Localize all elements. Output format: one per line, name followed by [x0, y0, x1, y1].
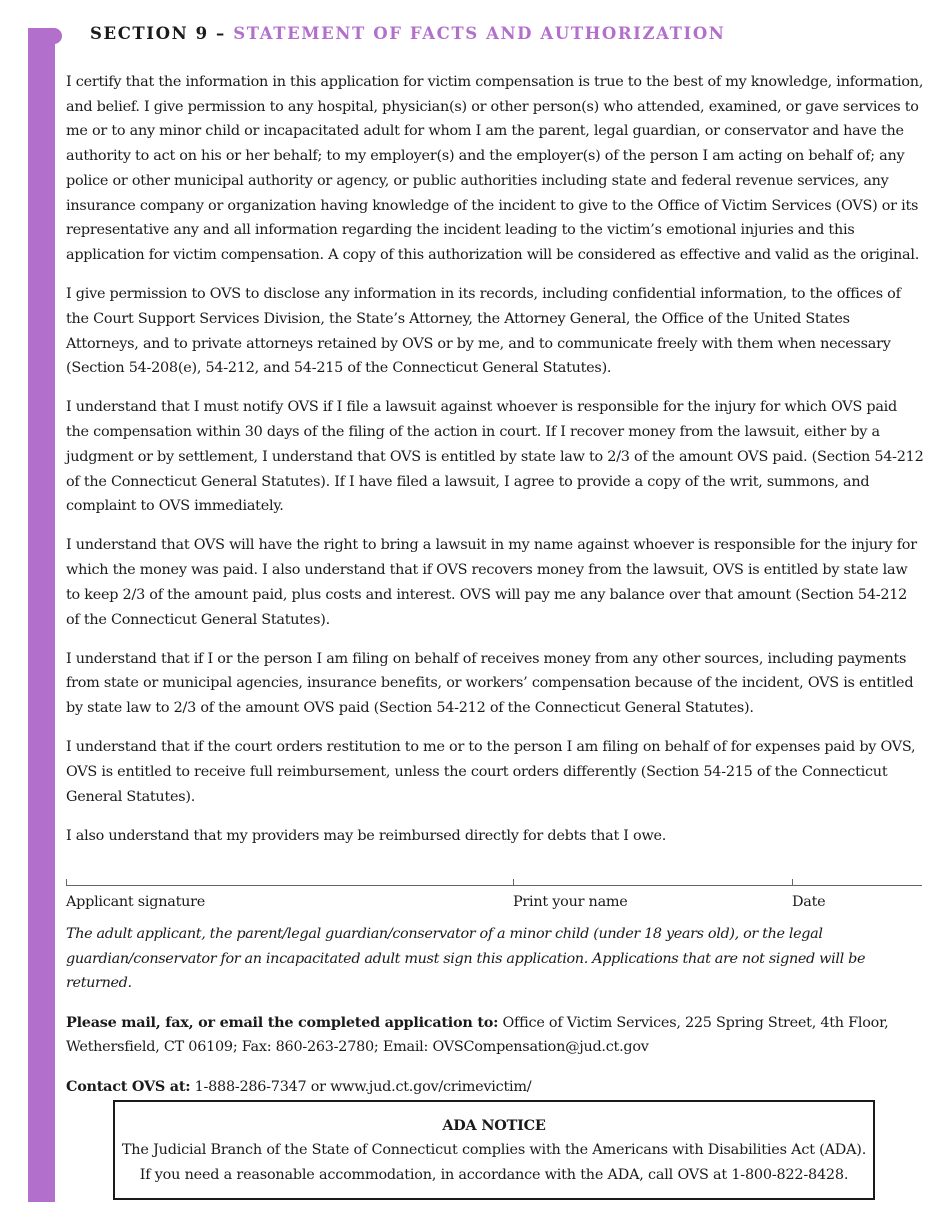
mail-address: Office of Victim Services, 225 Spring Street, 4th Floor, Wethersfield, CT 06109; Fax: 860-263-2780; Email: OVSCompensation@jud.ct.gov — [66, 1014, 889, 1056]
ada-notice-box — [113, 1100, 875, 1200]
contact-info — [66, 1075, 924, 1100]
submission-info — [66, 922, 924, 1114]
paragraph-providers: I also understand that my providers may be reimbursed directly for debts that I owe. — [66, 827, 667, 844]
date-label: Date — [792, 894, 826, 910]
print-name-label: Print your name — [513, 894, 628, 910]
field-divider — [792, 879, 793, 886]
statement-body — [66, 70, 924, 863]
section-accent-bar — [28, 28, 55, 1202]
field-divider — [513, 879, 514, 886]
ada-notice-title: ADA NOTICE — [442, 1117, 546, 1134]
paragraph-disclose: I give permission to OVS to disclose any information in its records, including confidential information, to the offices of the Court Support Services Division, the State’s Attorney, the Attorney General, the Office of the United States Attorneys, and to private attorneys retained by OVS or by me, and to communicate freely with them when necessary (Section 54-208(e), 54-212, and 54-215 of the Connecticut General Statutes). — [66, 286, 901, 377]
mail-label: Please mail, fax, or email the completed application to: — [66, 1013, 499, 1031]
ada-notice-line-2: If you need a reasonable accommodation, in accordance with the ADA, call OVS at 1-800-822-8428. — [139, 1167, 849, 1183]
signature-row — [66, 885, 922, 916]
paragraph-certify: I certify that the information in this application for victim compensation is true to the best of my knowledge, information, and belief. I give permission to any hospital, physician(s) or other person(s) who attended, examined, or gave services to me or to any minor child or incapacitated adult for whom I am the parent, legal guardian, or conservator and have the authority to act on his or her behalf; to my employer(s) and the employer(s) of the person I am acting on behalf of; any police or other municipal authority or agency, or public authorities including state and federal revenue services, any insurance company or organization having knowledge of the incident to give to the Office of Victim Services (OVS) or its representative any and all information regarding the incident leading to the victim’s emotional injuries and this application for victim compensation. A copy of this authorization will be considered as effective and valid as the original. — [66, 74, 924, 263]
section-title: STATEMENT OF FACTS AND AUTHORIZATION — [233, 24, 726, 43]
contact-label: Contact OVS at: — [66, 1077, 191, 1095]
section-heading — [90, 24, 726, 43]
mail-instructions — [66, 1011, 924, 1060]
paragraph-lawsuit-right: I understand that OVS will have the right to bring a lawsuit in my name against whoever is responsible for the injury for which the money was paid. I also understand that if OVS recovers money from the lawsuit, OVS is entitled by state law to keep 2/3 of the amount paid, plus costs and interest. OVS will pay me any balance over that amount (Section 54-212 of the Connecticut General Statutes). — [66, 537, 917, 628]
contact-details: 1-888-286-7347 or www.jud.ct.gov/crimevictim/ — [190, 1078, 532, 1095]
ada-notice-line-1: The Judicial Branch of the State of Connecticut complies with the Americans with Disabilities Act (ADA). — [121, 1142, 867, 1158]
paragraph-lawsuit-notify: I understand that I must notify OVS if I file a lawsuit against whoever is responsible for the injury for which OVS paid the compensation within 30 days of the filing of the action in court. If I recover money from the lawsuit, either by a judgment or by settlement, I understand that OVS is entitled by state law to 2/3 of the amount OVS paid. (Section 54-212 of the Connecticut General Statutes). If I have filed a lawsuit, I agree to provide a copy of the writ, summons, and complaint to OVS immediately. — [66, 399, 924, 515]
field-divider — [66, 879, 67, 886]
section-accent-cap — [46, 28, 62, 44]
applicant-signature-label: Applicant signature — [66, 894, 206, 910]
signature-note: The adult applicant, the parent/legal guardian/conservator of a minor child (under 18 years old), or the legal guardian/conservator for an incapacitated adult must sign this application. Applications that are not signed will be returned. — [66, 926, 866, 992]
paragraph-other-sources: I understand that if I or the person I am filing on behalf of receives money from any other sources, including payments from state or municipal agencies, insurance benefits, or workers’ compensation because of the incident, OVS is entitled by state law to 2/3 of the amount OVS paid (Section 54-212 of the Connecticut General Statutes). — [66, 650, 914, 717]
section-number: SECTION 9 – — [90, 24, 234, 43]
paragraph-restitution: I understand that if the court orders restitution to me or to the person I am filing on behalf of for expenses paid by OVS, OVS is entitled to receive full reimbursement, unless the court orders differently (Section 54-215 of the Connecticut General Statutes). — [66, 739, 916, 805]
